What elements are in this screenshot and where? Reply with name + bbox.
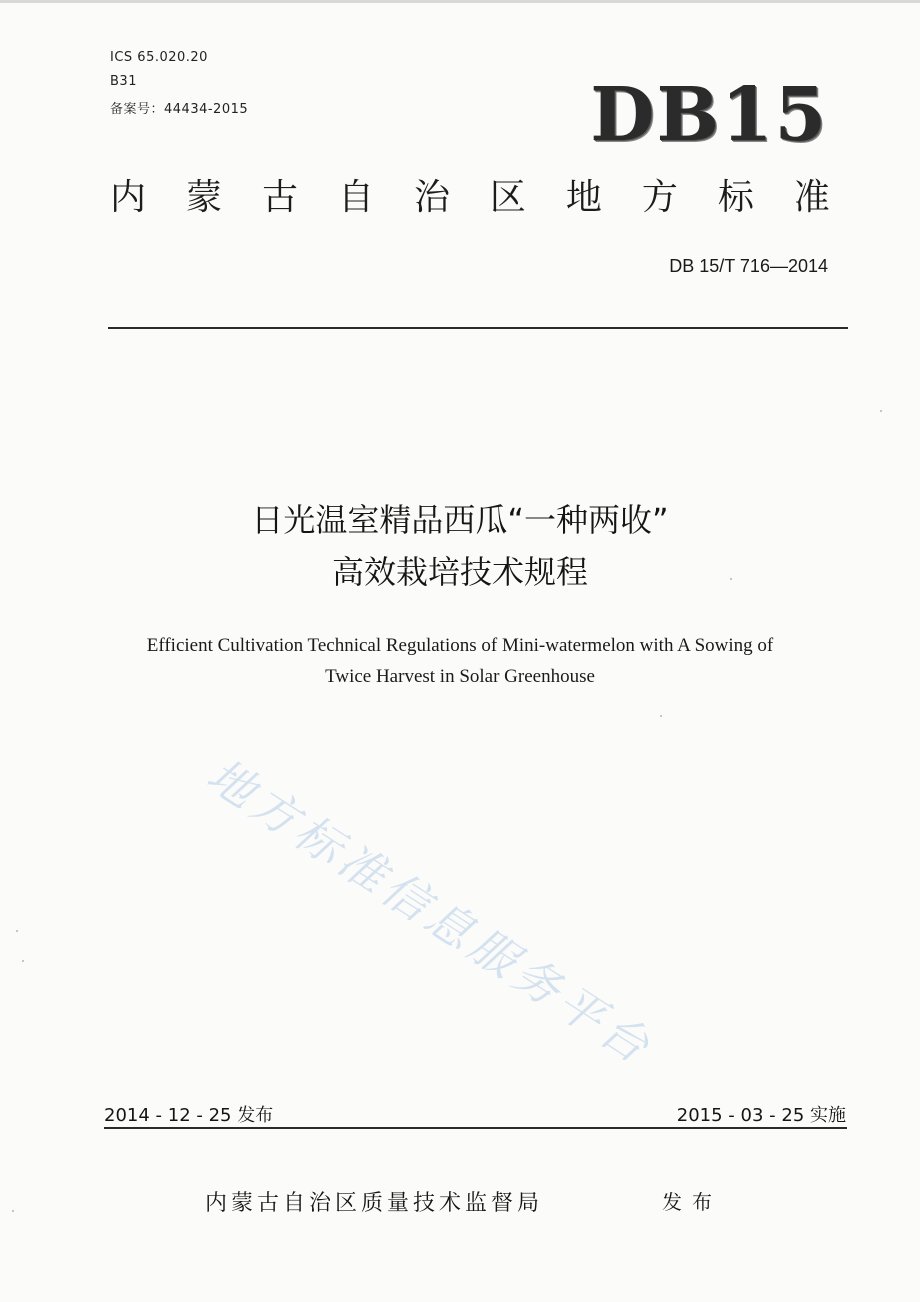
english-title-line1: Efficient Cultivation Technical Regulations of Mini-watermelon with A Sowing of xyxy=(146,635,774,656)
chinese-title-line1: 日光温室精品西瓜“一种两收” xyxy=(251,501,669,539)
standard-number: DB 15/T 716—2014 xyxy=(669,256,828,276)
ics-code: ICS 65.020.20 xyxy=(110,50,208,65)
standard-type-char: 古 xyxy=(261,177,298,218)
standard-type-char: 自 xyxy=(337,177,374,218)
standard-type-char: 区 xyxy=(489,177,526,218)
standard-type-char: 蒙 xyxy=(185,177,222,218)
classification-code: B31 xyxy=(110,74,137,89)
standard-type-char: 治 xyxy=(413,177,450,218)
footer-divider xyxy=(104,1127,847,1129)
publish-label: 发布 xyxy=(662,1190,722,1214)
scan-speck xyxy=(660,715,662,717)
db15-logo: DB15 xyxy=(590,72,828,158)
standard-type-char: 标 xyxy=(717,177,754,218)
effective-date: 2015 - 03 - 25 实施 xyxy=(676,1105,846,1126)
publisher-name: 内蒙古自治区质量技术监督局 xyxy=(205,1191,544,1216)
standard-type-char: 方 xyxy=(641,177,678,218)
standard-type-char: 地 xyxy=(565,177,602,218)
standard-type-heading xyxy=(110,177,830,218)
chinese-title-line2: 高效栽培技术规程 xyxy=(331,553,588,591)
scan-speck xyxy=(880,410,882,412)
scan-speck xyxy=(730,578,732,580)
top-scan-edge xyxy=(0,0,920,3)
standard-type-char: 准 xyxy=(793,177,830,218)
standard-type-char: 内 xyxy=(110,177,147,218)
scan-speck xyxy=(12,1210,14,1212)
english-title-line2: Twice Harvest in Solar Greenhouse xyxy=(325,666,595,687)
scan-speck xyxy=(16,930,18,932)
record-number: 备案号：44434-2015 xyxy=(110,102,249,117)
watermark: 地方标准信息服务平台 xyxy=(197,747,664,1077)
header-divider xyxy=(108,327,848,329)
scan-speck xyxy=(22,960,24,962)
issue-date: 2014 - 12 - 25 发布 xyxy=(104,1105,274,1126)
